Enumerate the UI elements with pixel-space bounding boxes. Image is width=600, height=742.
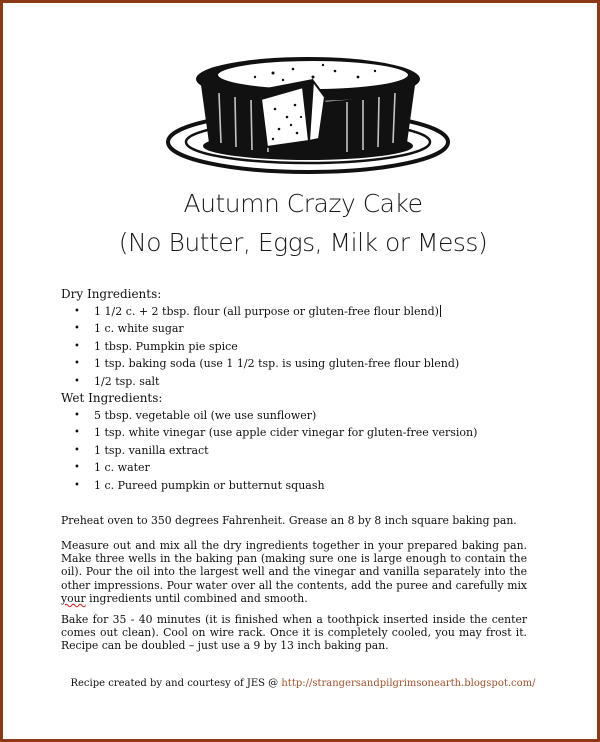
list-item: • 1 tsp. baking soda (use 1 1/2 tsp. is using gluten-free flour blend) (74, 357, 460, 371)
bullet-icon: • (74, 410, 80, 421)
blog-link[interactable]: http://strangersandpilgrimsonearth.blogspot.com/ (281, 678, 536, 689)
dry-ingredients-list (61, 304, 459, 391)
spellcheck-flagged-word: your (61, 591, 86, 605)
instructions-bake: Bake for 35 - 40 minutes (it is finished when a toothpick inserted inside the center comes out clean). Cool on wire rack. Once it is completely cooled, you may frost it. Recipe can be doubled – just use a 9 by 13 inch baking pan. (61, 613, 527, 653)
list-item: • 1 c. Pureed pumpkin or butternut squash (74, 478, 325, 492)
wet-ingredients-heading: Wet Ingredients: (61, 391, 163, 405)
bullet-icon: • (74, 323, 80, 335)
bullet-icon: • (74, 358, 80, 370)
instructions-preheat: Preheat oven to 350 degrees Fahrenheit. Grease an 8 by 8 inch square baking pan. (61, 514, 517, 527)
bullet-icon: • (74, 340, 80, 352)
recipe-subtitle: (No Butter, Eggs, Milk or Mess) (118, 228, 488, 257)
list-item: • 5 tbsp. vegetable oil (we use sunflower) (74, 409, 317, 422)
wet-ingredients-list (61, 408, 477, 495)
bullet-icon: • (74, 479, 80, 491)
recipe-credit: Recipe created by and courtesy of JES @ http://strangersandpilgrimsonearth.blogspot.com/ (70, 678, 536, 689)
text-cursor (440, 305, 441, 317)
list-item: • 1 tsp. vanilla extract (74, 443, 209, 457)
bullet-icon: • (74, 444, 80, 456)
recipe-title: Autumn Crazy Cake (183, 189, 423, 218)
cake-on-plate-icon (163, 47, 453, 177)
list-item: • 1 tbsp. Pumpkin pie spice (74, 339, 238, 353)
instructions-mix: Measure out and mix all the dry ingredients together in your prepared baking pan. Make three wells in the baking pan (making sure one is large enough to contain the oil). Pour the oil into the largest well and the vinegar and vanilla separately into the other impressions. Pour water over all the contents, add the puree and carefully mix your ingredients until combined and smooth. (61, 539, 527, 605)
list-item: • 1 1/2 c. + 2 tbsp. flour (all purpose or gluten-free flour blend) (74, 305, 439, 318)
list-item: • 1 c. water (74, 461, 150, 475)
bullet-icon: • (74, 306, 80, 317)
bullet-icon: • (74, 427, 80, 439)
bullet-icon: • (74, 462, 80, 474)
list-item: • 1 c. white sugar (74, 322, 184, 336)
list-item: • 1 tsp. white vinegar (use apple cider vinegar for gluten-free version) (74, 426, 478, 440)
bullet-icon: • (74, 375, 80, 387)
list-item: • 1/2 tsp. salt (74, 374, 160, 388)
dry-ingredients-heading: Dry Ingredients: (61, 287, 162, 301)
